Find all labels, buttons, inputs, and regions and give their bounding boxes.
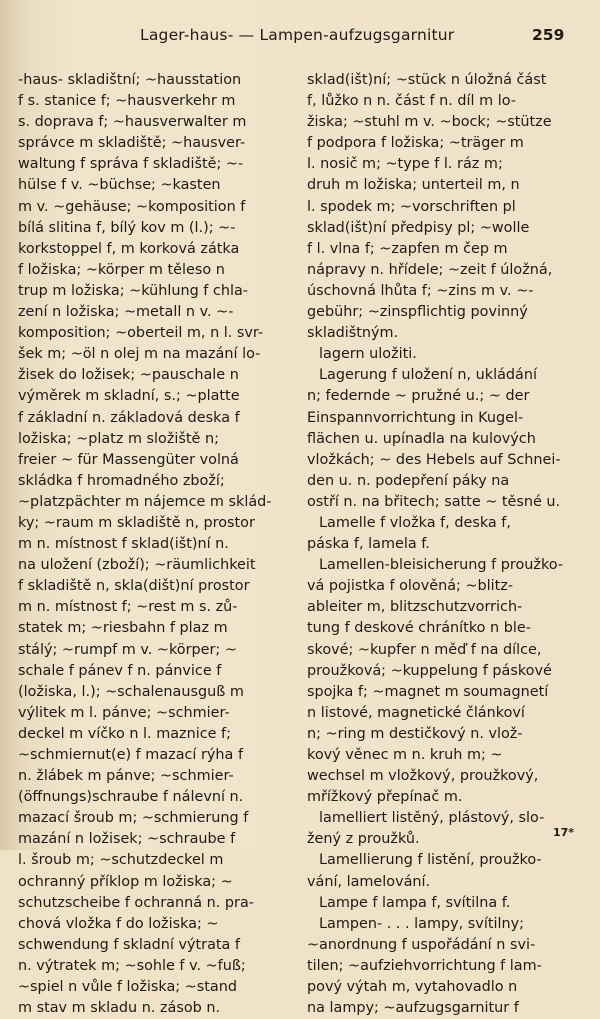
entry-line: sklad(išt)ní předpisy pl; ~wolle — [307, 219, 530, 236]
entry-line: Einspannvorrichtung in Kugel- — [307, 409, 524, 426]
entry-line: wechsel m vložkový, proužkový, — [307, 768, 539, 785]
entry-line: ky; ~raum m skladiště n, prostor — [18, 514, 255, 531]
entry-line: n. žlábek m pánve; ~schmier- — [18, 768, 234, 785]
entry-line: ~schmiernut(e) f mazací rýha f — [18, 747, 244, 763]
page-number: 259 — [532, 26, 565, 44]
right-column — [307, 70, 575, 1019]
entry-line: hülse f v. ~büchse; ~kasten — [18, 177, 221, 194]
entry-line: druh m ložiska; unterteil m, n — [307, 177, 520, 194]
entry-line: páska f, lamela f. — [307, 536, 430, 553]
entry-line: žisek do ložisek; ~pauschale n — [18, 367, 239, 384]
entry-line: n. výtratek m; ~sohle f v. ~fuß; — [18, 957, 246, 974]
entry-line: n; ~ring m destičkový n. vlož- — [307, 725, 523, 742]
entry-line: stálý; ~rumpf m v. ~körper; ~ — [18, 641, 237, 658]
entry-line: výměrek m skladní, s.; ~platte — [18, 388, 240, 405]
entry-line: chová vložka f do ložiska; ~ — [18, 915, 219, 932]
entry-line: komposition; ~oberteil m, n l. svr- — [18, 325, 264, 342]
entry-line: bílá slitina f, bílý kov m (l.); ~- — [18, 219, 236, 236]
entry-line: l. spodek m; ~vorschriften pl — [307, 198, 516, 215]
entry-line: m n. místnost f; ~rest m s. zů- — [18, 599, 238, 616]
entry-line: šek m; ~öl n olej m na mazání lo- — [18, 346, 261, 363]
entry-line: spojka f; ~magnet m soumagnetí — [307, 683, 549, 700]
entry-line: výlitek m l. pánve; ~schmier- — [18, 704, 230, 721]
entry-line: f, lůžko n n. část f n. díl m lo- — [307, 93, 516, 110]
entry-line: skové; ~kupfer n měď f na dílce, — [307, 641, 542, 658]
header-title: Lager-haus- — Lampen-aufzugsgarnitur — [140, 26, 455, 44]
entry-line: f ložiska; ~körper m těleso n — [18, 261, 225, 278]
entry-line: ~spiel n vůle f ložiska; ~stand — [18, 979, 237, 996]
entry-line: (ložiska, l.); ~schalenausguß m — [18, 683, 244, 700]
entry-line: proužková; ~kuppelung f páskové — [307, 662, 552, 679]
entry-line: n listové, magnetické článkoví — [307, 704, 525, 721]
entry-line: f l. vlna f; ~zapfen m čep m — [307, 240, 508, 257]
entry-line: m n. místnost f sklad(išt)ní n. — [18, 536, 229, 553]
entry-line: Lampen- . . . lampy, svítilny; — [319, 915, 524, 932]
entry-line: žený z proužků. — [307, 831, 420, 848]
entry-line: Lagerung f uložení n, ukládání — [319, 367, 537, 384]
entry-line: Lamellen-bleisicherung f proužko- — [319, 557, 564, 574]
entry-line: tung f deskové chránítko n ble- — [307, 620, 531, 637]
entry-line: správce m skladiště; ~hausver- — [18, 135, 246, 152]
entry-line: skládka f hromadného zboží; — [18, 472, 225, 489]
entry-line: Lampe f lampa f, svítilna f. — [319, 894, 511, 911]
entry-line: úschovná lhůta f; ~zins m v. ~- — [307, 282, 534, 299]
entry-line: na uložení (zboží); ~räumlichkeit — [18, 557, 256, 574]
entry-line: žiska; ~stuhl m v. ~bock; ~stütze — [307, 114, 552, 131]
entry-line: schale f pánev f n. pánvice f — [18, 662, 222, 679]
entry-line: kový věnec m n. kruh m; ~ — [307, 747, 503, 763]
entry-line: ~anordnung f uspořádání n svi- — [307, 936, 536, 953]
entry-line: ~platzpächter m nájemce m sklád- — [18, 493, 272, 510]
entry-line: vá pojistka f olověná; ~blitz- — [307, 578, 514, 595]
entry-line: f skladiště n, skla(dišt)ní prostor — [18, 578, 250, 595]
entry-line: ochranný příklop m ložiska; ~ — [18, 873, 233, 890]
running-header — [0, 26, 600, 50]
entry-line: tilen; ~aufziehvorrichtung f lam- — [307, 957, 542, 974]
entry-line: l. nosič m; ~type f l. ráz m; — [307, 156, 503, 173]
entry-line: flächen u. upínadla na kulových — [307, 430, 536, 447]
entry-line: nápravy n. hřídele; ~zeit f úložná, — [307, 261, 553, 278]
entry-line: f s. stanice f; ~hausverkehr m — [18, 93, 236, 110]
entry-line: korkstoppel f, m korková zátka — [18, 240, 240, 257]
entry-line: waltung f správa f skladiště; ~- — [18, 156, 244, 173]
signature-mark: 17* — [553, 826, 575, 839]
entry-line: m stav m skladu n. zásob n. — [18, 1000, 221, 1017]
entry-line: lamelliert listěný, plástový, slo- — [319, 810, 545, 827]
entry-line: statek m; ~riesbahn f plaz m — [18, 620, 228, 637]
entry-line: na lampy; ~aufzugsgarnitur f — [307, 1000, 519, 1017]
entry-line: mřížkový přepínač m. — [307, 789, 463, 806]
entry-line: trup m ložiska; ~kühlung f chla- — [18, 282, 248, 299]
entry-line: s. doprava f; ~hausverwalter m — [18, 114, 247, 131]
entry-line: gebühr; ~zinspflichtig povinný — [307, 304, 528, 321]
entry-line: vložkách; ~ des Hebels auf Schnei- — [307, 451, 561, 468]
entry-line: vání, lamelování. — [307, 873, 431, 890]
entry-line: lagern uložiti. — [319, 346, 417, 363]
left-column — [18, 70, 290, 1019]
entry-line: sklad(išt)ní; ~stück n úložná část — [307, 72, 547, 88]
entry-line: mazání n ložisek; ~schraube f — [18, 831, 236, 848]
entry-line: -haus- skladištní; ~hausstation — [18, 72, 242, 88]
entry-line: zení n ložiska; ~metall n v. ~- — [18, 304, 234, 321]
entry-line: mazací šroub m; ~schmierung f — [18, 810, 249, 827]
entry-line: schwendung f skladní výtrata f — [18, 936, 240, 953]
entry-line: f podpora f ložiska; ~träger m — [307, 135, 524, 152]
entry-line: n; federnde ~ pružné u.; ~ der — [307, 388, 530, 405]
entry-line: den u. n. podepření páky na — [307, 472, 510, 489]
entry-line: skladištným. — [307, 325, 399, 342]
entry-line: pový výtah m, vytahovadlo n — [307, 979, 518, 996]
entry-line: l. šroub m; ~schutzdeckel m — [18, 852, 224, 869]
entry-line: freier ~ für Massengüter volná — [18, 451, 239, 468]
entry-line: m v. ~gehäuse; ~komposition f — [18, 198, 246, 215]
entry-line: ableiter m, blitzschutzvorrich- — [307, 599, 523, 616]
entry-line: f základní n. základová deska f — [18, 409, 240, 426]
entry-line: schutzscheibe f ochranná n. pra- — [18, 894, 254, 911]
entry-line: deckel m víčko n l. maznice f; — [18, 725, 231, 742]
entry-line: Lamellierung f listění, proužko- — [319, 852, 542, 869]
entry-line: (öffnungs)schraube f nálevní n. — [18, 789, 244, 806]
entry-line: ložiska; ~platz m složiště n; — [18, 430, 219, 447]
entry-line: Lamelle f vložka f, deska f, — [319, 514, 511, 531]
entry-line: ostří n. na břitech; satte ~ těsné u. — [307, 493, 561, 510]
